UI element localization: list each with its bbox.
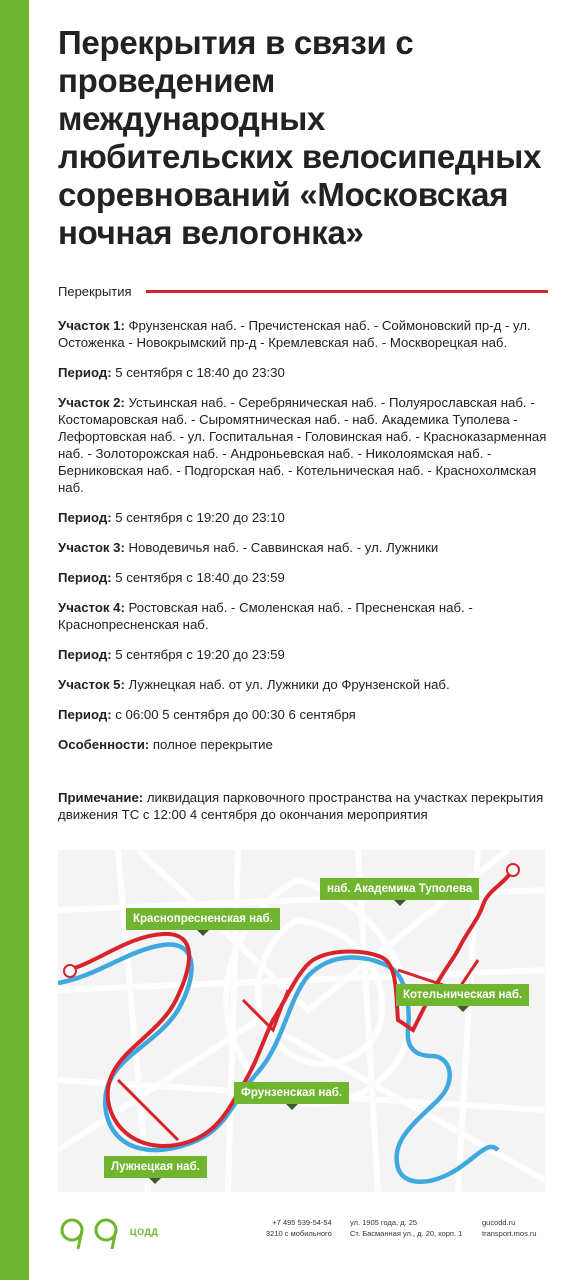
map-graphic: [58, 850, 545, 1192]
route-marker-east: [507, 864, 519, 876]
section-1-text: Фрунзенская наб. - Пречистенская наб. - Соймоновский пр-д - ул. Остоженка - Новокрымский пр-д - Кремлевская наб. - Москворецкая наб.: [58, 318, 531, 350]
map-label-tupoleva: наб. Академика Туполева: [320, 878, 479, 900]
section-5-label: Участок 5:: [58, 677, 125, 692]
footer-phones: [266, 1217, 332, 1239]
footer-site-1: gucodd.ru: [482, 1218, 516, 1227]
section-4: [58, 599, 548, 633]
map-label-krasnopresnenskaya: Краснопресненская наб.: [126, 908, 280, 930]
period-3-text: 5 сентября с 18:40 до 23:59: [111, 570, 285, 585]
features-label: Особенности:: [58, 737, 150, 752]
section-3: [58, 539, 548, 556]
footer-phone-2: 3210 с мобильного: [266, 1229, 332, 1238]
main-content: [58, 24, 548, 823]
footer-phone-1: +7 495 539-54-54: [272, 1218, 332, 1227]
section-3-label: Участок 3:: [58, 540, 125, 555]
period-2-text: 5 сентября с 19:20 до 23:10: [111, 510, 285, 525]
period-4-label: Период:: [58, 647, 112, 662]
page-title: Перекрытия в связи с проведением международных любительских велосипедных соревнований «Московская ночная велогонка»: [58, 24, 542, 251]
period-3: [58, 569, 548, 586]
footer-address-1: ул. 1905 года, д. 25: [350, 1218, 418, 1227]
features: [58, 736, 548, 753]
period-1: [58, 364, 548, 381]
side-accent-bar: [0, 0, 29, 1280]
period-5-label: Период:: [58, 707, 112, 722]
section-header: [58, 284, 548, 299]
section-4-text: Ростовская наб. - Смоленская наб. - Пресненская наб. - Краснопресненская наб.: [58, 600, 473, 632]
section-5: [58, 676, 548, 693]
section-divider: [146, 290, 548, 293]
section-1-label: Участок 1:: [58, 318, 125, 333]
footer: [58, 1215, 548, 1255]
period-2: [58, 509, 548, 526]
period-5: [58, 706, 548, 723]
period-4: [58, 646, 548, 663]
period-2-label: Период:: [58, 510, 112, 525]
section-4-label: Участок 4:: [58, 600, 125, 615]
period-1-label: Период:: [58, 365, 112, 380]
codd-logo-icon: [58, 1215, 128, 1251]
section-5-text: Лужнецкая наб. от ул. Лужники до Фрунзенской наб.: [124, 677, 450, 692]
route-marker-west: [64, 965, 76, 977]
route-map: [58, 850, 545, 1192]
section-2: [58, 394, 548, 496]
period-3-label: Период:: [58, 570, 112, 585]
footer-address-2: Ст. Басманная ул., д. 20, корп. 1: [350, 1229, 463, 1238]
codd-logo: [58, 1215, 158, 1251]
footer-site-2: transport.mos.ru: [482, 1229, 537, 1238]
map-label-kotelnicheskaya: Котельническая наб.: [396, 984, 529, 1006]
period-5-text: с 06:00 5 сентября до 00:30 6 сентября: [111, 707, 356, 722]
footer-sites: [482, 1217, 537, 1239]
note-label: Примечание:: [58, 790, 144, 805]
logo-text: ЦОДД: [130, 1227, 159, 1237]
note-text: ликвидация парковочного пространства на участках перекрытия движения ТС с 12:00 4 сентября до окончания мероприятия: [58, 790, 544, 822]
section-1: [58, 317, 548, 351]
features-text: полное перекрытие: [149, 737, 273, 752]
street-grid: [58, 850, 545, 1192]
period-1-text: 5 сентября с 18:40 до 23:30: [111, 365, 285, 380]
section-3-text: Новодевичья наб. - Саввинская наб. - ул. Лужники: [124, 540, 439, 555]
map-label-luzhnetskaya: Лужнецкая наб.: [104, 1156, 207, 1178]
period-4-text: 5 сентября с 19:20 до 23:59: [111, 647, 285, 662]
map-label-frunzenskaya: Фрунзенская наб.: [234, 1082, 349, 1104]
section-2-label: Участок 2:: [58, 395, 125, 410]
note: [58, 789, 548, 823]
footer-addresses: [350, 1217, 462, 1239]
section-label: Перекрытия: [58, 284, 132, 299]
section-2-text: Устьинская наб. - Серебряническая наб. - Полуярославская наб. - Костомаровская наб. - Сыромятническая наб. - наб. Академика Туполева - Лефортовская наб. - ул. Госпитальная - Головинская наб. - Красноказарменная наб. - Золоторожская наб. - Андроньевская наб. - Николоямская наб. - Берниковская наб. - Подгорская наб. - Котельническая наб. - Краснохолмская наб.: [58, 395, 547, 495]
